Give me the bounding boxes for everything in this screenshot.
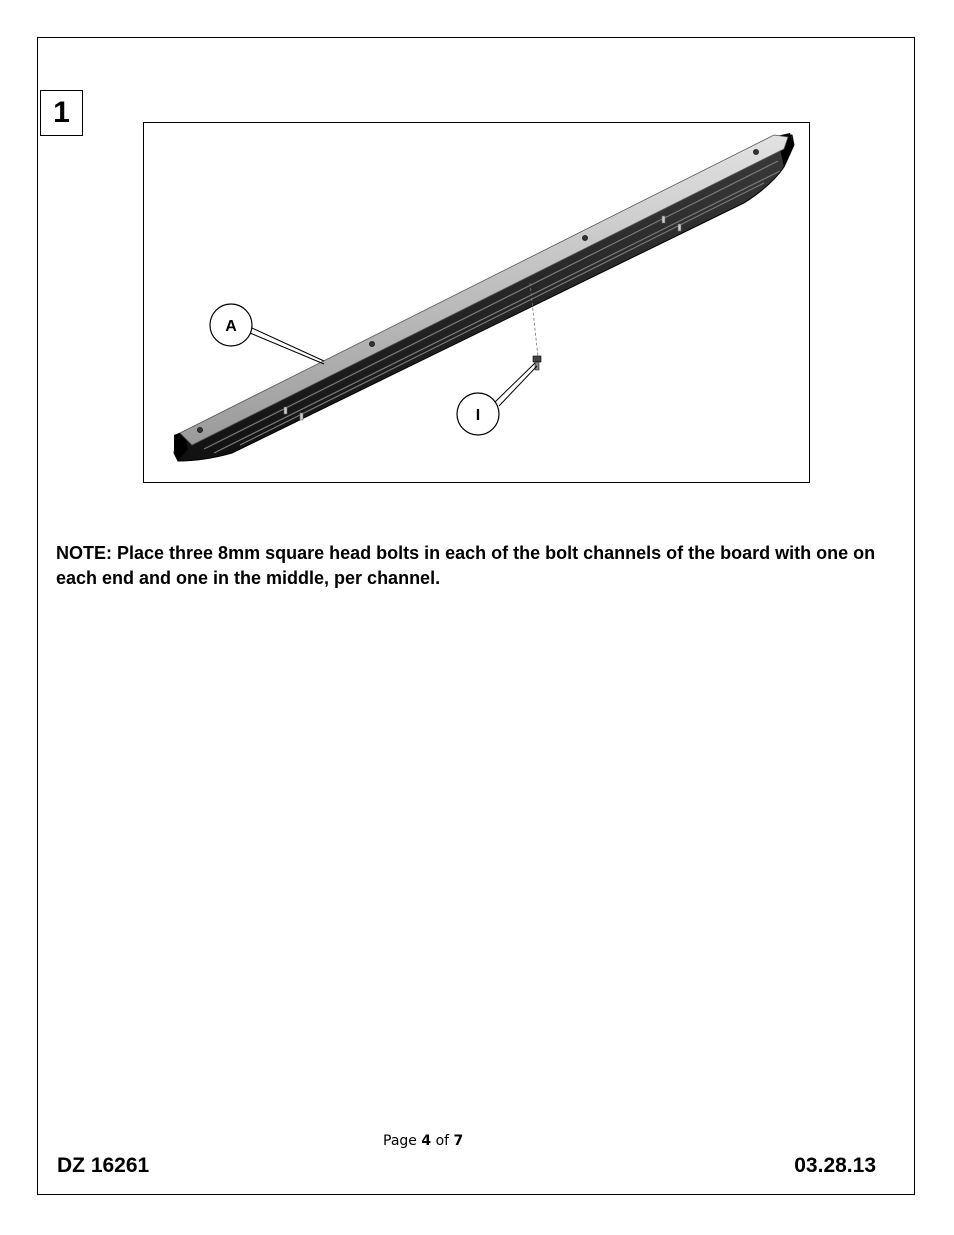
callout-a	[210, 304, 324, 364]
page-total: 7	[453, 1133, 464, 1149]
running-board-illustration	[144, 123, 811, 484]
page-current: 4	[421, 1133, 432, 1149]
callout-a-label: A	[225, 318, 237, 335]
page-of: of	[435, 1133, 450, 1149]
callout-i	[457, 363, 537, 435]
step-number-box	[40, 90, 83, 136]
callout-i-label: I	[475, 407, 481, 424]
step-number: 1	[53, 96, 70, 129]
page-prefix: Page	[383, 1133, 417, 1149]
installation-note: NOTE: Place three 8mm square head bolts in each of the bolt channels of the board with one on each end and one in the middle, per channel.	[56, 543, 876, 588]
figure-running-board	[143, 122, 810, 483]
document-date: 03.28.13	[794, 1154, 876, 1177]
document-id: DZ 16261	[57, 1154, 150, 1177]
page-number	[383, 1133, 463, 1149]
